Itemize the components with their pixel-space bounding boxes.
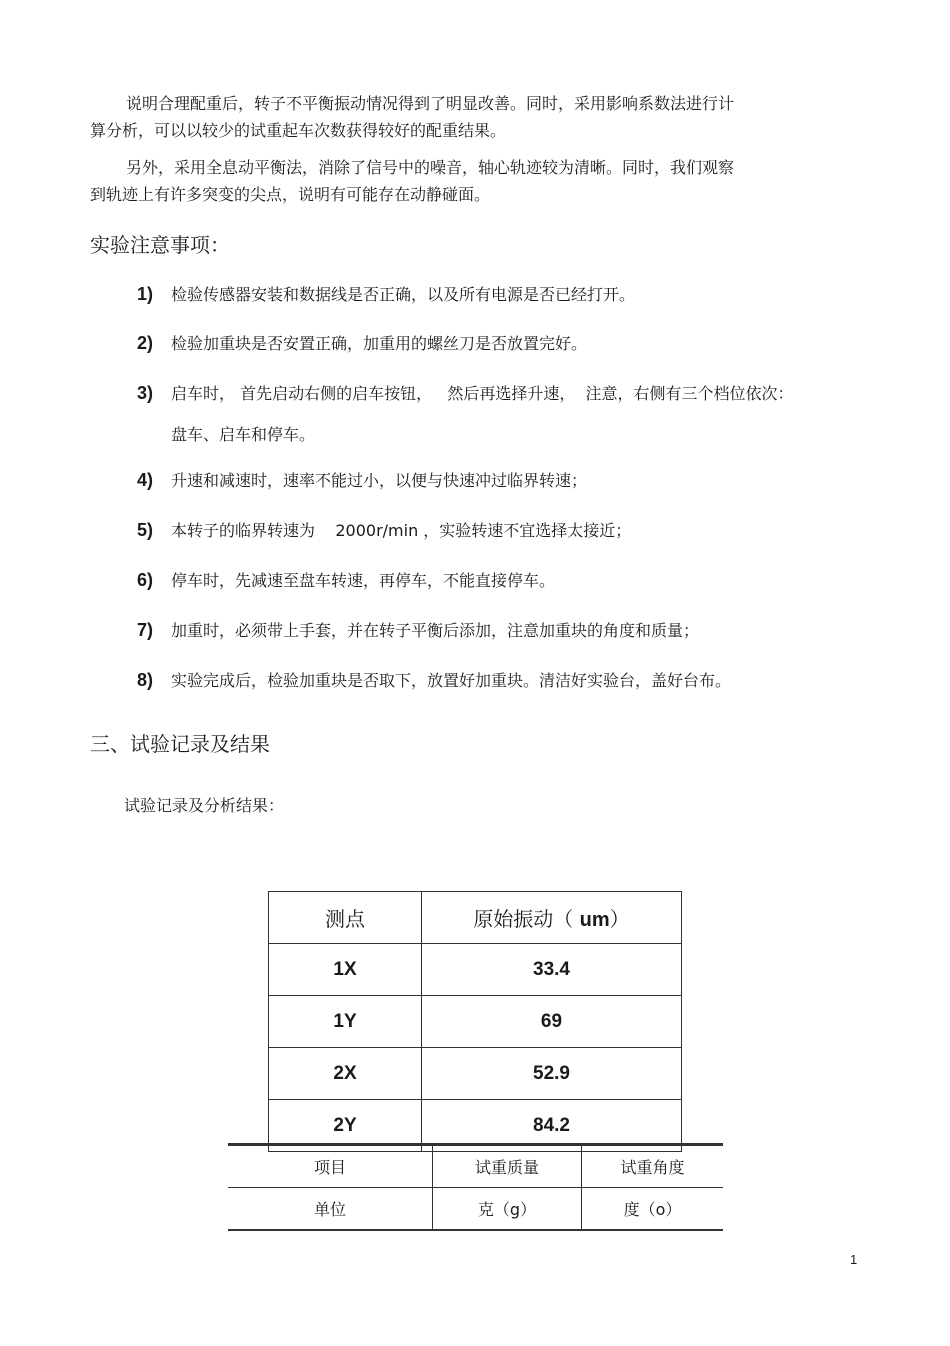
- note-text: 本转子的临界转速为 2000r/min ，实验转速不宜选择太接近；: [171, 521, 632, 540]
- point-cell: 1Y: [269, 996, 422, 1048]
- table-row: [269, 1048, 682, 1100]
- note-text: 升速和减速时，速率不能过小，以便与快速冲过临界转速；: [171, 471, 588, 490]
- paragraph-2-line1: 另外，采用全息动平衡法，消除了信号中的噪音，轴心轨迹较为清晰。同时，我们观察: [126, 158, 735, 177]
- item-label-cell: 项目: [228, 1145, 433, 1188]
- section-heading: 三、试验记录及结果: [90, 732, 270, 756]
- table-row: [269, 944, 682, 996]
- header-cell-point: 测点: [269, 892, 422, 944]
- value-cell: 84.2: [422, 1100, 682, 1152]
- paragraph-2: [90, 154, 830, 208]
- note-number: 7): [137, 620, 154, 640]
- point-cell: 1X: [269, 944, 422, 996]
- page-number: 1: [850, 1252, 858, 1267]
- note-text: 检验加重块是否安置正确，加重用的螺丝刀是否放置完好。: [171, 334, 588, 353]
- note-number: 1): [137, 284, 154, 304]
- note-number: 8): [137, 670, 154, 690]
- note-number: 2): [137, 333, 154, 353]
- note-text: 停车时，先减速至盘车转速，再停车，不能直接停车。: [171, 571, 556, 590]
- section-subheading: 试验记录及分析结果：: [124, 796, 285, 815]
- header-cell-vibration: [422, 892, 682, 944]
- note-text: 实验完成后，检验加重块是否取下，放置好加重块。清洁好实验台，盖好台布。: [171, 671, 732, 690]
- notes-heading: 实验注意事项：: [90, 233, 230, 257]
- angle-unit-cell: 度（o）: [582, 1188, 724, 1231]
- header-vibration-close: ）: [609, 907, 630, 931]
- trial-weight-table: [228, 1143, 723, 1231]
- note-text: 检验传感器安装和数据线是否正确，以及所有电源是否已经打开。: [171, 285, 636, 304]
- unit-label-cell: 单位: [228, 1188, 433, 1231]
- point-cell: 2X: [269, 1048, 422, 1100]
- angle-header-cell: 试重角度: [582, 1145, 724, 1188]
- note-number: 5): [137, 520, 154, 540]
- note-number: 3): [137, 383, 154, 403]
- vibration-table: [268, 891, 682, 1152]
- paragraph-1-line1: 说明合理配重后，转子不平衡振动情况得到了明显改善。同时，采用影响系数法进行计: [126, 94, 735, 113]
- note-text-continued: 盘车、启车和停车。: [171, 425, 316, 444]
- note-number: 6): [137, 570, 154, 590]
- table-row: [228, 1145, 723, 1188]
- table-header-row: [269, 892, 682, 944]
- paragraph-1: [90, 90, 830, 144]
- note-text: 加重时，必须带上手套，并在转子平衡后添加，注意加重块的角度和质量；: [171, 621, 700, 640]
- value-cell: 33.4: [422, 944, 682, 996]
- value-cell: 69: [422, 996, 682, 1048]
- mass-header-cell: 试重质量: [433, 1145, 582, 1188]
- header-vibration-unit: um: [579, 909, 610, 931]
- header-vibration-label: 原始振动（: [473, 907, 580, 931]
- note-number: 4): [137, 470, 154, 490]
- note-text: 启车时， 首先启动右侧的启车按钮， 然后再选择升速， 注意，右侧有三个档位依次：: [171, 384, 794, 403]
- table-row: [269, 996, 682, 1048]
- paragraph-2-line2: 到轨迹上有许多突变的尖点，说明有可能存在动静碰面。: [90, 185, 491, 204]
- point-cell: 2Y: [269, 1100, 422, 1152]
- value-cell: 52.9: [422, 1048, 682, 1100]
- table-row: [228, 1188, 723, 1231]
- mass-unit-cell: 克（g）: [433, 1188, 582, 1231]
- paragraph-1-line2: 算分析，可以以较少的试重起车次数获得较好的配重结果。: [90, 121, 507, 140]
